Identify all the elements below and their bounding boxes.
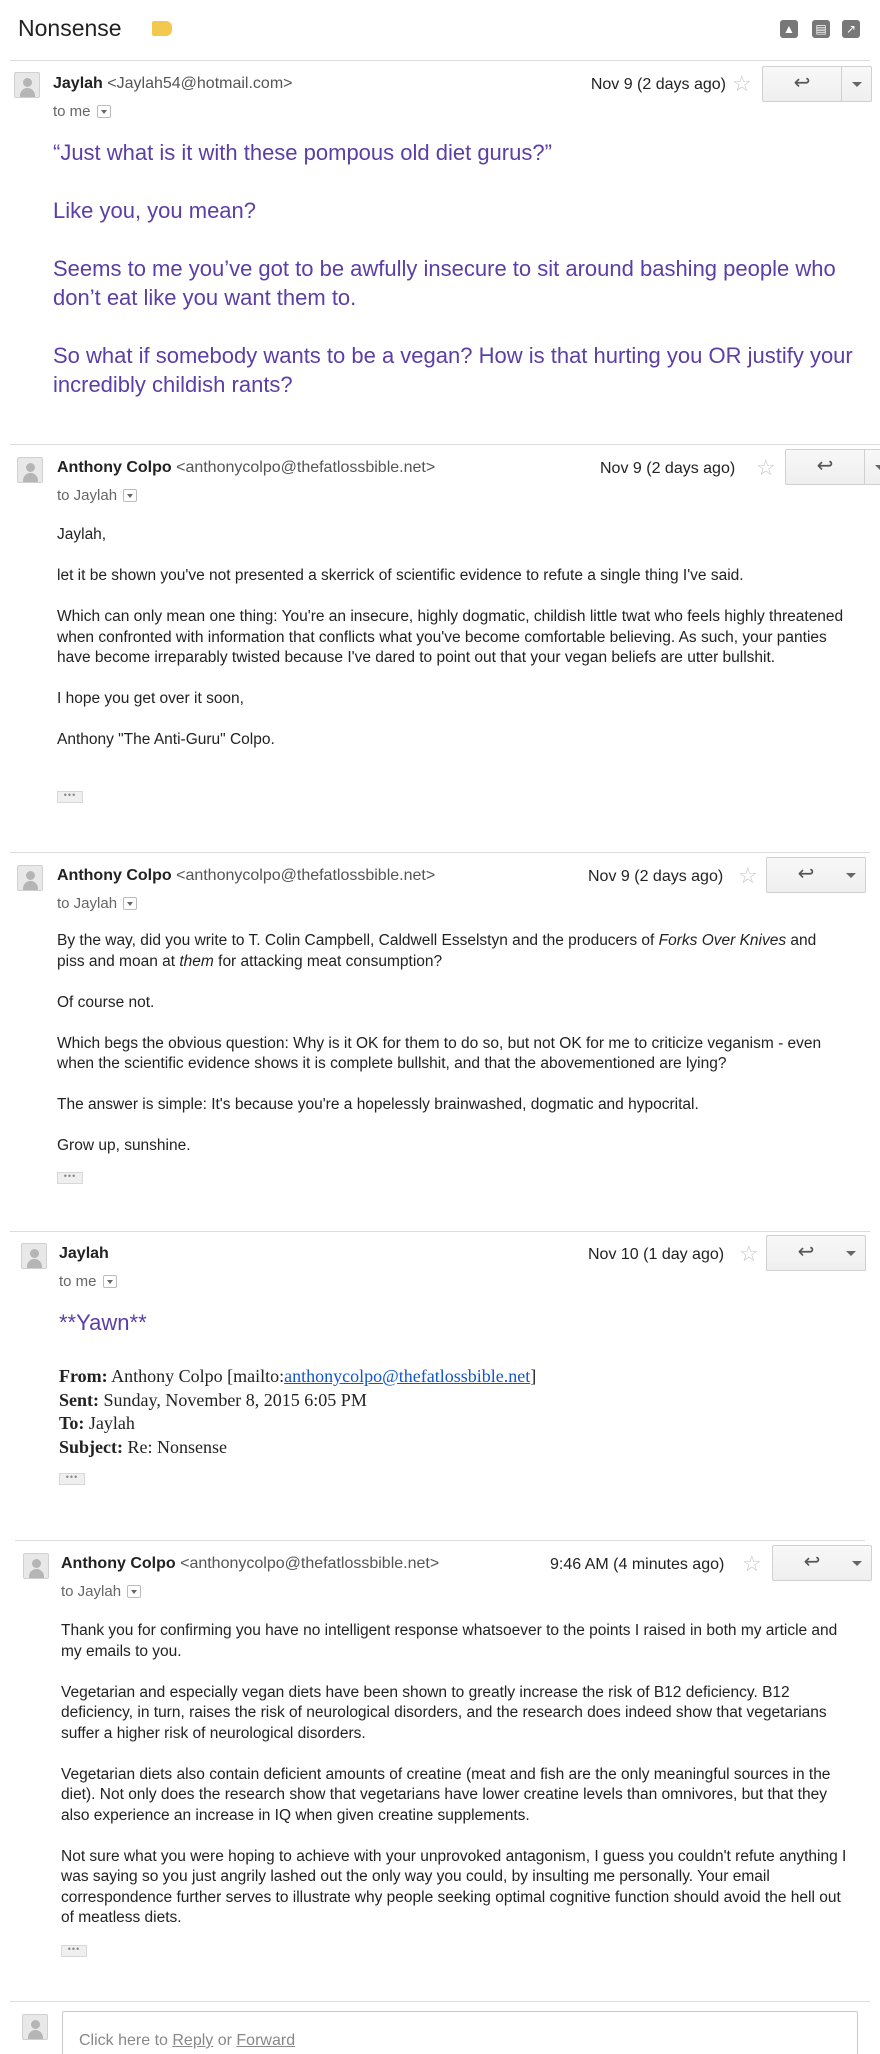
quoted-subject-value: Re: Nonsense [127, 1436, 227, 1457]
star-icon[interactable]: ☆ [742, 1551, 762, 1576]
quoted-sent-label: Sent: [59, 1389, 99, 1410]
avatar [17, 865, 43, 891]
print-icon[interactable]: ▤ [812, 20, 830, 38]
sender-name: Jaylah [59, 1245, 109, 1262]
reply-button[interactable]: ↩ [766, 1235, 846, 1271]
reply-button[interactable]: ↩ [785, 449, 865, 485]
new-window-icon[interactable]: ↗ [842, 20, 860, 38]
quoted-to [59, 1412, 759, 1436]
sender[interactable] [57, 459, 435, 477]
star-icon[interactable]: ☆ [756, 455, 776, 480]
chevron-down-icon[interactable] [127, 1585, 141, 1598]
avatar [22, 2014, 48, 2040]
quoted-from-value: Anthony Colpo [mailto: [111, 1366, 285, 1386]
message-body: **Yawn** [59, 1310, 147, 1335]
quoted-to-label: To: [59, 1413, 85, 1433]
more-actions-button[interactable] [865, 449, 880, 485]
sender-name: Anthony Colpo [57, 459, 172, 476]
body-paragraph: Thank you for confirming you have no intelligent response whatsoever to the points I raised in both my article and my emails to you. [61, 1622, 838, 1660]
body-paragraph: Vegetarian diets also contain deficient amounts of creatine (meat and fish are the only meaningful sources in the diet). Not only does the research show that vegetarians have lower creatine levels than omnivores, but that they also experience an increase in IQ when given creatine supplements. [61, 1765, 831, 1824]
recipient-text: to Jaylah [61, 1583, 122, 1600]
reply-button[interactable]: ↩ [772, 1545, 852, 1581]
sender-email: <anthonycolpo@thefatlossbible.net> [176, 459, 436, 476]
message-date: Nov 9 (2 days ago) [588, 868, 724, 885]
more-actions-button[interactable] [836, 857, 866, 893]
quoted-to-value: Jaylah [88, 1413, 135, 1433]
quoted-sent [59, 1389, 759, 1413]
reply-prompt-or: or [213, 2032, 237, 2049]
message-body [61, 1621, 851, 1949]
body-paragraph: Jaylah, [57, 526, 107, 543]
archive-icon[interactable]: ▲ [780, 20, 798, 38]
message-date: 9:46 AM (4 minutes ago) [550, 1556, 725, 1573]
recipient-line[interactable] [53, 103, 111, 120]
message-body [57, 931, 847, 1177]
recipient-text: to Jaylah [57, 895, 118, 912]
body-paragraph: “Just what is it with these pompous old diet gurus?” [53, 140, 552, 165]
quoted-header [59, 1365, 759, 1459]
reply-prompt-text: Click here to [79, 2032, 173, 2049]
sender-name: Jaylah [53, 75, 103, 92]
avatar [17, 457, 43, 483]
recipient-line[interactable] [57, 487, 137, 504]
message-5 [15, 1540, 865, 2001]
body-paragraph: Like you, you mean? [53, 198, 257, 223]
show-trimmed-content-button[interactable]: ••• [57, 1172, 83, 1184]
avatar [14, 72, 40, 98]
sender[interactable] [53, 75, 293, 93]
quoted-from-label: From: [59, 1366, 108, 1386]
show-trimmed-content-button[interactable]: ••• [57, 791, 83, 803]
thread-subject: Nonsense [18, 15, 122, 41]
show-trimmed-content-button[interactable]: ••• [59, 1473, 85, 1485]
forward-link[interactable]: Forward [236, 2032, 296, 2049]
body-paragraph: So what if somebody wants to be a vegan? How is that hurting you OR justify your incredibly childish rants? [53, 343, 853, 397]
sender-email: <anthonycolpo@thefatlossbible.net> [176, 867, 436, 884]
body-text: and piss and moan at [57, 932, 817, 970]
body-paragraph: Which begs the obvious question: Why is it OK for them to do so, but not OK for me to criticize veganism - even when the scientific evidence shows it is complete bullshit, and that the abovementioned are lying? [57, 1034, 822, 1072]
recipient-text: to Jaylah [57, 487, 118, 504]
quoted-from-close: ] [530, 1366, 537, 1386]
star-icon[interactable]: ☆ [739, 1241, 759, 1266]
recipient-line[interactable] [61, 1583, 141, 1600]
body-paragraph: The answer is simple: It's because you're a hopelessly brainwashed, dogmatic and hypocrital. [57, 1096, 699, 1113]
show-trimmed-content-button[interactable]: ••• [61, 1945, 87, 1957]
recipient-line[interactable] [57, 895, 137, 912]
more-actions-button[interactable] [836, 1235, 866, 1271]
message-3 [10, 852, 870, 1231]
thread-header [0, 0, 880, 60]
message-body [57, 525, 847, 771]
sender[interactable] [57, 867, 435, 885]
message-4 [10, 1231, 870, 1540]
star-icon[interactable]: ☆ [732, 71, 752, 96]
body-paragraph: Anthony "The Anti-Guru" Colpo. [57, 731, 275, 748]
body-paragraph: Not sure what you were hoping to achieve with your unprovoked antagonism, I guess you couldn't refute anything I was saying so you just angrily lashed out the only way you could, by insulting me personally. Your email correspondence further serves to illustrate why people seeking optimal cognitive function should avoid the hell out of meatless diets. [61, 1847, 847, 1926]
quoted-subject [59, 1436, 759, 1460]
body-text: By the way, did you write to T. Colin Campbell, Caldwell Esselstyn and the producers of [57, 932, 659, 949]
message-date: Nov 9 (2 days ago) [600, 460, 736, 477]
message-body [53, 138, 853, 428]
sender-email: <Jaylah54@hotmail.com> [107, 75, 293, 92]
chevron-down-icon[interactable] [123, 489, 137, 502]
star-icon[interactable]: ☆ [738, 863, 758, 888]
body-paragraph: Grow up, sunshine. [57, 1137, 191, 1154]
body-italic: Forks Over Knives [658, 932, 787, 949]
body-paragraph: Vegetarian and especially vegan diets have been shown to greatly increase the risk of B12 deficiency. B12 deficiency, in turn, raises the risk of neurological disorders, and the research does indeed show that vegetarians suffer a higher risk of neurological disorders. [61, 1683, 827, 1742]
quoted-from [59, 1365, 759, 1389]
message-2 [10, 444, 880, 852]
message-date: Nov 9 (2 days ago) [590, 76, 726, 93]
chevron-down-icon[interactable] [97, 105, 111, 118]
chevron-down-icon[interactable] [123, 897, 137, 910]
chevron-down-icon[interactable] [103, 1275, 117, 1288]
label-tag-icon[interactable] [152, 21, 172, 36]
reply-box[interactable] [62, 2011, 858, 2054]
recipient-line[interactable] [59, 1273, 117, 1290]
avatar [21, 1243, 47, 1269]
reply-button[interactable]: ↩ [762, 66, 842, 102]
sender-name: Anthony Colpo [61, 1555, 176, 1572]
reply-button[interactable]: ↩ [766, 857, 846, 893]
body-paragraph: Seems to me you’ve got to be awfully insecure to sit around bashing people who don’t eat like you want them to. [53, 256, 836, 310]
body-paragraph [57, 931, 847, 972]
quoted-sent-value: Sunday, November 8, 2015 6:05 PM [103, 1389, 367, 1410]
body-paragraph: let it be shown you've not presented a skerrick of scientific evidence to refute a single thing I've said. [57, 567, 744, 584]
body-text: for attacking meat consumption? [213, 952, 443, 970]
body-paragraph: Of course not. [57, 993, 155, 1011]
more-actions-button[interactable] [842, 66, 872, 102]
reply-link[interactable]: Reply [172, 2032, 214, 2049]
sender[interactable] [61, 1555, 439, 1573]
avatar [23, 1553, 49, 1579]
message-1 [10, 60, 870, 444]
more-actions-button[interactable] [842, 1545, 872, 1581]
quoted-subject-label: Subject: [59, 1436, 123, 1457]
sender-name: Anthony Colpo [57, 867, 172, 884]
body-italic: them [179, 952, 214, 970]
recipient-text: to me [53, 103, 91, 120]
sender[interactable] [59, 1245, 109, 1263]
quoted-email-link[interactable]: anthonycolpo@thefatlossbible.net [284, 1366, 531, 1386]
recipient-text: to me [59, 1273, 97, 1290]
body-paragraph: Which can only mean one thing: You're an insecure, highly dogmatic, childish little twat who feels highly threatened when confronted with information that conflicts what you've become comfortable believing. As such, your panties have become irreparably twisted because I've dared to point out that your vegan beliefs are utter bullshit. [57, 608, 844, 666]
sender-email: <anthonycolpo@thefatlossbible.net> [180, 1555, 440, 1572]
body-paragraph: I hope you get over it soon, [57, 690, 244, 707]
message-date: Nov 10 (1 day ago) [588, 1246, 725, 1263]
